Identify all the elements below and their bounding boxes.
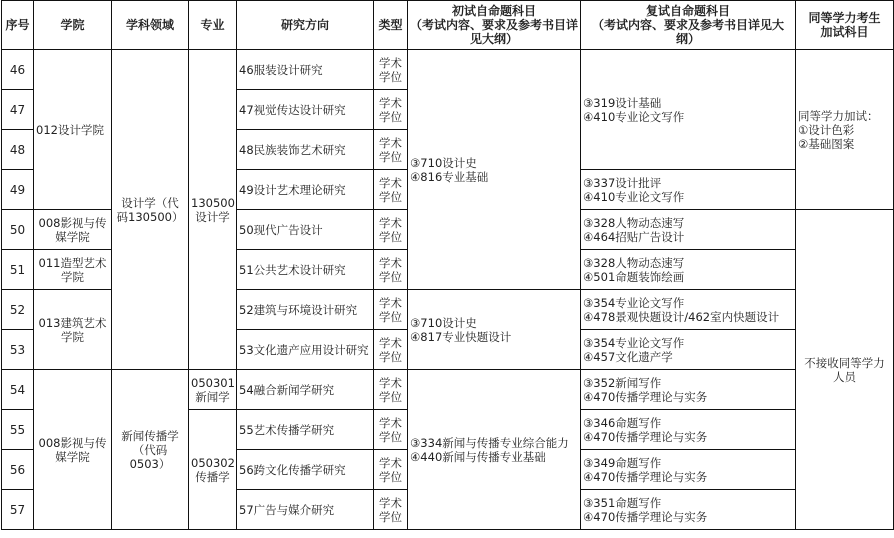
header-major: 专业	[189, 1, 237, 50]
row-number: 51	[2, 250, 34, 290]
major-cell: 050302 传播学	[189, 410, 237, 530]
type-cell: 学术 学位	[374, 490, 408, 530]
row-number: 48	[2, 130, 34, 170]
retest-exam-cell: ③328人物动态速写 ④501命题装饰绘画	[581, 250, 796, 290]
retest-exam-cell: ③351命题写作 ④470传播学理论与实务	[581, 490, 796, 530]
header-row	[2, 1, 894, 50]
retest-exam-cell: ③354专业论文写作 ④478景观快题设计/462室内快题设计	[581, 290, 796, 330]
retest-exam-cell: ③328人物动态速写 ④464招贴广告设计	[581, 210, 796, 250]
direction-cell: 54融合新闻学研究	[237, 370, 374, 410]
retest-exam-cell: ③319设计基础 ④410专业论文写作	[581, 50, 796, 170]
direction-cell: 48民族装饰艺术研究	[237, 130, 374, 170]
direction-cell: 49设计艺术理论研究	[237, 170, 374, 210]
header-type: 类型	[374, 1, 408, 50]
retest-exam-cell: ③354专业论文写作 ④457文化遗产学	[581, 330, 796, 370]
row-number: 53	[2, 330, 34, 370]
row-number: 49	[2, 170, 34, 210]
field-cell: 新闻传播学 （代码 0503）	[112, 370, 189, 530]
type-cell: 学术 学位	[374, 330, 408, 370]
college-cell: 013建筑艺术 学院	[34, 290, 112, 370]
major-cell: 050301 新闻学	[189, 370, 237, 410]
major-cell: 130500 设计学	[189, 50, 237, 370]
direction-cell: 57广告与媒介研究	[237, 490, 374, 530]
type-cell: 学术 学位	[374, 290, 408, 330]
direction-cell: 52建筑与环境设计研究	[237, 290, 374, 330]
college-cell: 008影视与传 媒学院	[34, 210, 112, 250]
row-number: 54	[2, 370, 34, 410]
type-cell: 学术 学位	[374, 450, 408, 490]
row-number: 50	[2, 210, 34, 250]
header-retest-exam: 复试自命题科目 （考试内容、要求及参考书目详见大 纲）	[581, 1, 796, 50]
direction-cell: 56跨文化传播学研究	[237, 450, 374, 490]
header-college: 学院	[34, 1, 112, 50]
table-row	[2, 50, 894, 90]
retest-exam-cell: ③349命题写作 ④470传播学理论与实务	[581, 450, 796, 490]
header-equivalent: 同等学力考生 加试科目	[796, 1, 894, 50]
retest-exam-cell: ③337设计批评 ④410专业论文写作	[581, 170, 796, 210]
college-cell: 012设计学院	[34, 50, 112, 210]
header-field: 学科领域	[112, 1, 189, 50]
type-cell: 学术 学位	[374, 170, 408, 210]
admissions-table	[1, 0, 894, 530]
initial-exam-cell: ③710设计史 ④816专业基础	[408, 50, 581, 290]
type-cell: 学术 学位	[374, 410, 408, 450]
retest-exam-cell: ③352新闻写作 ④470传播学理论与实务	[581, 370, 796, 410]
retest-exam-cell: ③346命题写作 ④470传播学理论与实务	[581, 410, 796, 450]
college-cell: 008影视与传 媒学院	[34, 370, 112, 530]
direction-cell: 47视觉传达设计研究	[237, 90, 374, 130]
row-number: 52	[2, 290, 34, 330]
college-cell: 011造型艺术 学院	[34, 250, 112, 290]
direction-cell: 55艺术传播学研究	[237, 410, 374, 450]
direction-cell: 53文化遗产应用设计研究	[237, 330, 374, 370]
type-cell: 学术 学位	[374, 50, 408, 90]
field-cell: 设计学（代 码130500）	[112, 50, 189, 370]
type-cell: 学术 学位	[374, 370, 408, 410]
equivalent-cell: 同等学力加试： ①设计色彩 ②基础图案	[796, 50, 894, 210]
direction-cell: 50现代广告设计	[237, 210, 374, 250]
row-number: 57	[2, 490, 34, 530]
initial-exam-cell: ③710设计史 ④817专业快题设计	[408, 290, 581, 370]
row-number: 47	[2, 90, 34, 130]
initial-exam-cell: ③334新闻与传播专业综合能力 ④440新闻与传播专业基础	[408, 370, 581, 530]
row-number: 55	[2, 410, 34, 450]
header-direction: 研究方向	[237, 1, 374, 50]
type-cell: 学术 学位	[374, 90, 408, 130]
type-cell: 学术 学位	[374, 130, 408, 170]
row-number: 46	[2, 50, 34, 90]
direction-cell: 46服装设计研究	[237, 50, 374, 90]
type-cell: 学术 学位	[374, 250, 408, 290]
type-cell: 学术 学位	[374, 210, 408, 250]
direction-cell: 51公共艺术设计研究	[237, 250, 374, 290]
table-row	[2, 370, 894, 410]
row-number: 56	[2, 450, 34, 490]
header-no: 序号	[2, 1, 34, 50]
header-initial-exam: 初试自命题科目 （考试内容、要求及参考书目详 见大纲）	[408, 1, 581, 50]
equivalent-cell: 不接收同等学力 人员	[796, 210, 894, 530]
